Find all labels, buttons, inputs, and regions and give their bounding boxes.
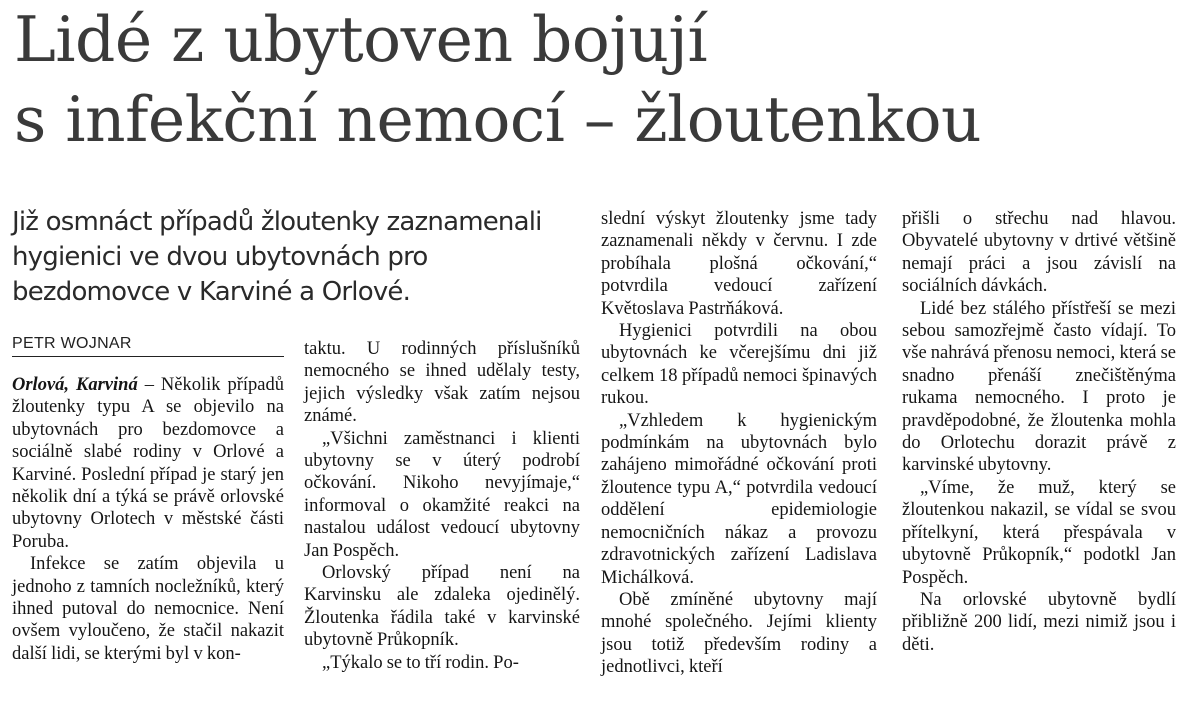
col4-paragraph-2: Lidé bez stálého přístřeší se mezi sebou samozřejmě často vídají. To vše nahrává přenosu nemoci, která se snadno přenáší znečištěnýma rukama nemocného. I proto je pravděpodobné, že žloutenka mohla do Orlotechu dorazit právě z karvinské ubytovny. bbox=[902, 298, 1176, 476]
col4-paragraph-4: Na orlovské ubytovně bydlí přibližně 200 lidí, mezi nimiž jsou i děti. bbox=[902, 589, 1176, 655]
col3-paragraph-3: „Vzhledem k hygienickým podmínkám na ubytovnách bylo zahájeno mimořádné očkování proti žloutence typu A,“ potvrdila vedoucí oddělení epidemiologie nemocničních nákaz a provozu zdravotnických zařízení Ladislava Michálková. bbox=[601, 410, 877, 588]
col2-paragraph-3: Orlovský případ není na Karvinsku ale zdaleka ojedinělý. Žloutenka řádila také v karvinské ubytovně Průkopník. bbox=[304, 563, 580, 651]
article-column-1 bbox=[12, 374, 284, 665]
col1-paragraph-1-text: – Několik případů žloutenky typu A se objevilo na ubytovnách pro bezdomovce a sociálně slabé rodiny v Orlové a Karviné. Poslední případ je starý jen několik dní a týká se právě orlovské ubytovny Orlotech v městské části Poruba. bbox=[12, 375, 285, 552]
col2-paragraph-4: „Týkalo se to tří rodin. Po- bbox=[322, 652, 519, 673]
col2-paragraph-1: taktu. U rodinných příslušníků nemocného se ihned udělaly testy, jejich výsledky však zatím nejsou známé. bbox=[304, 339, 580, 427]
article-column-2 bbox=[304, 338, 580, 674]
dateline: Orlová, Karviná bbox=[12, 375, 138, 395]
article-column-4 bbox=[902, 208, 1176, 656]
lead-line-2: hygienici ve dvou ubytovnách pro bbox=[12, 242, 428, 272]
lead-line-3: bezdomovce v Karviné a Orlové. bbox=[12, 277, 411, 307]
lead-paragraph bbox=[12, 205, 587, 310]
headline-line-2: s infekční nemocí – žloutenkou bbox=[14, 83, 982, 156]
byline: PETR WOJNAR bbox=[12, 335, 284, 357]
col3-paragraph-1: slední výskyt žloutenky jsme tady zaznamenali někdy v červnu. I zde probíhala plošná očkování,“ potvrdila vedoucí zařízení Květoslava Pastrňáková. bbox=[601, 209, 877, 319]
col4-paragraph-1: přišli o střechu nad hlavou. Obyvatelé ubytovny v drtivé většině nemají práci a jsou závislí na sociálních dávkách. bbox=[902, 209, 1176, 297]
lead-line-1: Již osmnáct případů žloutenky zaznamenali bbox=[12, 207, 542, 237]
col1-paragraph-1 bbox=[12, 374, 284, 553]
col2-paragraph-2: „Všichni zaměstnanci i klienti ubytovny se v úterý podrobí očkování. Nikoho nevyjímaje,“ informoval o okamžité reakci na nastalou událost vedoucí ubytovny Jan Pospěch. bbox=[304, 428, 580, 561]
col3-paragraph-2: Hygienici potvrdili na obou ubytovnách ke včerejšímu dni již celkem 18 případů nemoci špinavých rukou. bbox=[601, 321, 877, 409]
article-column-3 bbox=[601, 208, 877, 679]
col4-paragraph-3: „Víme, že muž, který se žloutenkou nakazil, se vídal se svou přítelkyní, která přespávala v ubytovně Průkopník,“ podotkl Jan Pospěch. bbox=[902, 477, 1176, 588]
headline bbox=[14, 0, 1174, 160]
headline-line-1: Lidé z ubytoven bojují bbox=[14, 3, 708, 76]
col3-paragraph-4: Obě zmíněné ubytovny mají mnohé společného. Jejími klienty jsou totiž především rodiny a jednotlivci, kteří bbox=[601, 589, 877, 678]
col1-paragraph-2: Infekce se zatím objevila u jednoho z tamních nocležníků, který ihned putoval do nemocnice. Není ovšem vyloučeno, že stačil nakazit další lidi, se kterými byl v kon- bbox=[12, 554, 284, 664]
